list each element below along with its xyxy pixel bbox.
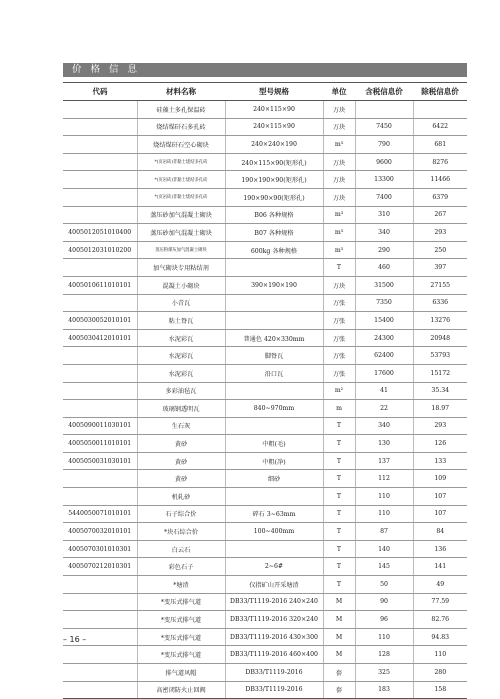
cell-net-price: 35.34 [413,382,467,400]
cell-spec: DB33/T1119-2016 460×400 [225,646,323,664]
cell-tax-price: 110 [355,505,413,523]
cell-unit: m² [323,382,355,400]
cell-unit: 万张 [323,294,355,312]
cell-net-price: 267 [413,206,467,224]
cell-tax-price: 130 [355,435,413,453]
cell-net-price: 158 [413,681,467,699]
cell-spec: 仅指矿山开采塘渣 [225,576,323,594]
column-header-code: 代码 [63,83,137,101]
cell-code [63,576,137,594]
cell-unit: M [323,628,355,646]
table-row [63,259,467,277]
cell-spec: 240×115×90 [225,118,323,136]
table-row [63,382,467,400]
cell-net-price: 293 [413,224,467,242]
table-row [63,664,467,682]
table-row [63,188,467,206]
cell-net-price: 15172 [413,364,467,382]
cell-spec [225,294,323,312]
table-row [63,681,467,699]
cell-material-name: 水泥彩瓦 [137,364,225,382]
cell-spec: 240×115×90 [225,101,323,119]
cell-code [63,382,137,400]
cell-material-name: 加气砌块专用粘结剂 [137,259,225,277]
cell-code [63,646,137,664]
cell-material-name: 彩色石子 [137,558,225,576]
cell-net-price: 681 [413,136,467,154]
cell-unit: T [323,488,355,506]
cell-unit: 万张 [323,312,355,330]
cell-unit: m³ [323,224,355,242]
cell-net-price: 27155 [413,276,467,294]
cell-net-price: 20948 [413,329,467,347]
cell-tax-price: 183 [355,681,413,699]
cell-material-name: *变压式排气道 [137,611,225,629]
section-title: 价 格 信 息 [72,64,141,75]
cell-unit: 万块 [323,171,355,189]
cell-tax-price: 87 [355,523,413,541]
cell-unit: m³ [323,206,355,224]
table-row [63,101,467,119]
cell-spec: 细砂 [225,470,323,488]
cell-unit: 套 [323,664,355,682]
table-row [63,294,467,312]
cell-tax-price: 62400 [355,347,413,365]
table-row [63,505,467,523]
cell-material-name: 烧结煤矸石多孔砖 [137,118,225,136]
cell-unit: M [323,593,355,611]
cell-spec [225,382,323,400]
cell-net-price: 133 [413,452,467,470]
cell-code [63,488,137,506]
cell-material-name: 烧结煤矸石空心砌块 [137,136,225,154]
cell-spec: DB33/T1119-2016 430×300 [225,628,323,646]
cell-unit: 万张 [323,364,355,382]
column-header-spec: 型号规格 [225,83,323,101]
cell-code [63,171,137,189]
cell-net-price: 126 [413,435,467,453]
cell-unit: 万块 [323,276,355,294]
cell-code [63,101,137,119]
cell-tax-price: 24300 [355,329,413,347]
table-row [63,593,467,611]
cell-unit: T [323,259,355,277]
cell-net-price: 18.97 [413,400,467,418]
cell-unit: T [323,558,355,576]
cell-tax-price: 137 [355,452,413,470]
table-row [63,435,467,453]
cell-code [63,153,137,171]
cell-tax-price: 31500 [355,276,413,294]
table-row [63,646,467,664]
cell-material-name: 排气道风帽 [137,664,225,682]
cell-spec: DB33/T1119-2016 [225,681,323,699]
cell-code: 4005070301010301 [63,540,137,558]
cell-unit: T [323,540,355,558]
cell-unit: T [323,470,355,488]
cell-tax-price: 110 [355,488,413,506]
cell-net-price: 84 [413,523,467,541]
cell-material-name: 蒸压粉煤灰加气混凝土砌块 [137,241,225,259]
cell-spec: 390×190×190 [225,276,323,294]
table-row [63,364,467,382]
cell-code: 4005070032010101 [63,523,137,541]
cell-tax-price: 41 [355,382,413,400]
table-header-row [63,83,467,101]
cell-spec: DB33/T1119-2016 320×240 [225,611,323,629]
table-row [63,329,467,347]
cell-tax-price: 460 [355,259,413,277]
table-row [63,224,467,242]
cell-unit: 万块 [323,153,355,171]
cell-spec: 240×115×90(矩形孔) [225,153,323,171]
table-row [63,558,467,576]
table-row [63,206,467,224]
cell-tax-price: 7350 [355,294,413,312]
cell-net-price [413,101,467,119]
cell-net-price: 82.76 [413,611,467,629]
cell-material-name: 黄砂 [137,470,225,488]
cell-tax-price: 340 [355,417,413,435]
cell-material-name: 石子综合价 [137,505,225,523]
cell-spec: 中粗(毛) [225,435,323,453]
cell-spec: 脚脊瓦 [225,347,323,365]
cell-material-name: 蒸压砂加气混凝土砌块 [137,206,225,224]
price-table [63,82,467,699]
cell-spec: 190×90×90(矩形孔) [225,188,323,206]
column-header-name: 材料名称 [137,83,225,101]
cell-spec [225,259,323,277]
table-row [63,417,467,435]
cell-spec: 190×190×90(矩形孔) [225,171,323,189]
cell-code: 4005070212010301 [63,558,137,576]
cell-code [63,593,137,611]
cell-unit: 万张 [323,329,355,347]
cell-material-name: 水泥彩瓦 [137,329,225,347]
cell-code: 4005012031010200 [63,241,137,259]
cell-code [63,294,137,312]
cell-material-name: 硅藻土多孔保温砖 [137,101,225,119]
cell-tax-price: 140 [355,540,413,558]
cell-spec: 碎石 3~63mm [225,505,323,523]
cell-net-price: 49 [413,576,467,594]
cell-tax-price [355,101,413,119]
cell-spec: 240×240×190 [225,136,323,154]
cell-code: 5440050071010101 [63,505,137,523]
cell-material-name: 生石灰 [137,417,225,435]
table-row [63,400,467,418]
cell-tax-price: 17600 [355,364,413,382]
cell-unit: 万张 [323,347,355,365]
cell-tax-price: 310 [355,206,413,224]
cell-code [63,188,137,206]
cell-tax-price: 112 [355,470,413,488]
cell-tax-price: 128 [355,646,413,664]
cell-code: 4005090011030101 [63,417,137,435]
cell-unit: T [323,435,355,453]
cell-net-price: 107 [413,488,467,506]
cell-code [63,136,137,154]
cell-material-name: *(页岩砖)非黏土烧结多孔砖 [137,153,225,171]
cell-material-name: 水泥彩瓦 [137,347,225,365]
cell-material-name: 机轧砂 [137,488,225,506]
cell-material-name: 黄砂 [137,435,225,453]
cell-material-name: *(页岩砖)非黏土烧结多孔砖 [137,188,225,206]
cell-unit: m [323,400,355,418]
cell-tax-price: 290 [355,241,413,259]
cell-material-name: 粘土脊瓦 [137,312,225,330]
cell-material-name: 高密闭防火止回阀 [137,681,225,699]
cell-material-name: *塘渣 [137,576,225,594]
table-row [63,576,467,594]
cell-material-name: 蒸压砂加气混凝土砌块 [137,224,225,242]
cell-tax-price: 50 [355,576,413,594]
column-header-unit: 单位 [323,83,355,101]
cell-net-price: 53793 [413,347,467,365]
cell-tax-price: 145 [355,558,413,576]
table-row [63,470,467,488]
column-header-net-price: 除税信息价 [413,83,467,101]
cell-spec: B06 各种规格 [225,206,323,224]
cell-tax-price: 90 [355,593,413,611]
cell-tax-price: 325 [355,664,413,682]
cell-spec: DB33/T1119-2016 240×240 [225,593,323,611]
cell-material-name: 玻璃钢透明瓦 [137,400,225,418]
cell-spec: 840~970mm [225,400,323,418]
table-body [63,101,467,699]
cell-unit: 套 [323,681,355,699]
cell-tax-price: 340 [355,224,413,242]
cell-spec [225,488,323,506]
cell-tax-price: 7400 [355,188,413,206]
cell-material-name: *(页岩砖)非黏土烧结多孔砖 [137,171,225,189]
cell-code: 4005050031030101 [63,452,137,470]
cell-unit: 万块 [323,188,355,206]
cell-tax-price: 15400 [355,312,413,330]
cell-unit: T [323,505,355,523]
cell-net-price: 6336 [413,294,467,312]
cell-net-price: 94.83 [413,628,467,646]
cell-net-price: 8276 [413,153,467,171]
table-row [63,523,467,541]
cell-net-price: 13276 [413,312,467,330]
cell-spec: 普通色 420×330mm [225,329,323,347]
table-row [63,171,467,189]
cell-material-name: 黄砂 [137,452,225,470]
cell-material-name: *变压式排气道 [137,646,225,664]
cell-net-price: 293 [413,417,467,435]
cell-net-price: 6422 [413,118,467,136]
table-row [63,452,467,470]
cell-code: 4005030052010101 [63,312,137,330]
cell-code: 4005050011010101 [63,435,137,453]
cell-code [63,611,137,629]
cell-spec [225,312,323,330]
cell-material-name: *变压式排气道 [137,628,225,646]
cell-net-price: 11466 [413,171,467,189]
cell-unit: m³ [323,241,355,259]
table-row [63,136,467,154]
cell-unit: m³ [323,136,355,154]
table-row [63,241,467,259]
cell-net-price: 77.59 [413,593,467,611]
page-number: – 16 – [63,635,87,644]
cell-net-price: 280 [413,664,467,682]
cell-spec: 2~6# [225,558,323,576]
cell-tax-price: 7450 [355,118,413,136]
cell-net-price: 107 [413,505,467,523]
cell-code [63,118,137,136]
cell-material-name: *变压式排气道 [137,593,225,611]
table-row [63,540,467,558]
cell-spec: 中粗(净) [225,452,323,470]
cell-code [63,259,137,277]
cell-tax-price: 9600 [355,153,413,171]
cell-net-price: 6379 [413,188,467,206]
cell-spec: 100~400mm [225,523,323,541]
cell-net-price: 136 [413,540,467,558]
table-row [63,628,467,646]
cell-material-name: 白云石 [137,540,225,558]
cell-unit: T [323,576,355,594]
cell-spec: 沿口瓦 [225,364,323,382]
table-row [63,611,467,629]
cell-code: 4005012051010400 [63,224,137,242]
cell-code [63,364,137,382]
table-row [63,488,467,506]
cell-tax-price: 22 [355,400,413,418]
cell-code: 4005010611010101 [63,276,137,294]
cell-tax-price: 110 [355,628,413,646]
cell-material-name: 小青瓦 [137,294,225,312]
cell-net-price: 109 [413,470,467,488]
cell-material-name: 混凝土小砌块 [137,276,225,294]
cell-material-name: *块石综合价 [137,523,225,541]
table-row [63,153,467,171]
cell-tax-price: 96 [355,611,413,629]
cell-net-price: 397 [413,259,467,277]
cell-code: 4005030412010101 [63,329,137,347]
table-row [63,276,467,294]
cell-tax-price: 790 [355,136,413,154]
cell-spec [225,417,323,435]
cell-code [63,347,137,365]
table-row [63,118,467,136]
cell-spec: 600kg 各种规格 [225,241,323,259]
cell-material-name: 多彩油毡瓦 [137,382,225,400]
cell-unit: T [323,452,355,470]
cell-code [63,664,137,682]
cell-unit: M [323,611,355,629]
cell-unit: M [323,646,355,664]
cell-unit: T [323,523,355,541]
cell-spec: DB33/T1119-2016 [225,664,323,682]
cell-unit: 万块 [323,101,355,119]
cell-unit: 万块 [323,118,355,136]
table-row [63,312,467,330]
cell-spec [225,540,323,558]
cell-code [63,400,137,418]
cell-code [63,681,137,699]
cell-spec: B07 各种规格 [225,224,323,242]
cell-code [63,470,137,488]
table-row [63,347,467,365]
cell-net-price: 110 [413,646,467,664]
cell-net-price: 250 [413,241,467,259]
column-header-tax-price: 含税信息价 [355,83,413,101]
cell-unit: T [323,417,355,435]
cell-tax-price: 13300 [355,171,413,189]
cell-net-price: 141 [413,558,467,576]
cell-code [63,206,137,224]
